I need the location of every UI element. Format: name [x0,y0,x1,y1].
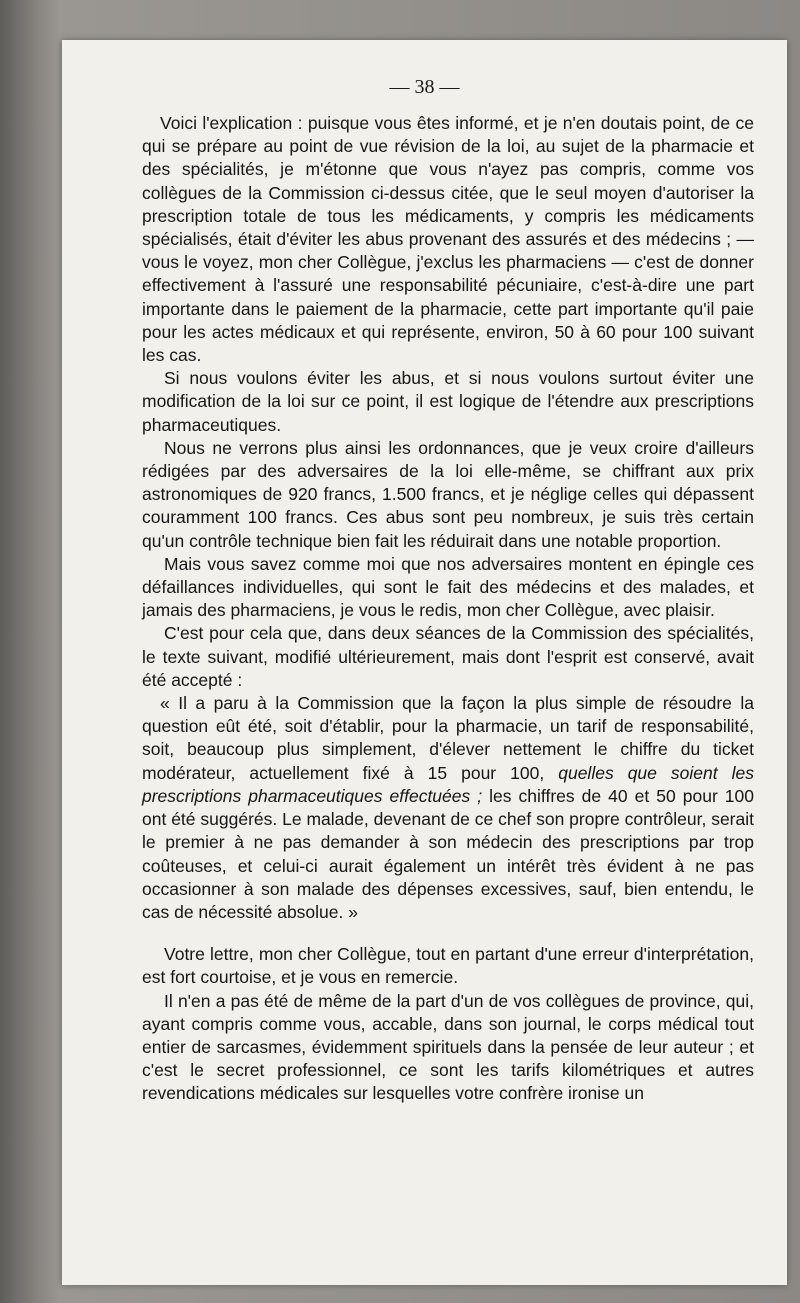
paragraph-ordonnances: Nous ne verrons plus ainsi les ordonnances, que je veux croire d'ailleurs rédigées par des adversaires de la loi elle-même, se chiffrant aux prix astronomiques de 920 francs, 1.500 francs, et je néglige celles qui dépassent couramment 100 francs. Ces abus sont peu nombreux, je suis très certain qu'un contrôle technique bien fait les réduirait dans une notable proportion. [142,437,754,551]
paragraph-explication: Voici l'explication : puisque vous êtes informé, et je n'en doutais point, de ce qui se prépare au point de vue révision de la loi, au sujet de la pharmacie et des spécialités, je m'étonne que vous n'ayez pas compris, comme vos collègues de la Commission ci-dessus citée, que le seul moyen d'autoriser la prescription totale de tous les médicaments, y compris les médicaments spécialisés, était d'éviter les abus provenant des assurés et des médecins ; — vous le voyez, mon cher Collègue, j'exclus les pharmaciens — c'est de donner effectivement à l'assuré une responsabilité pécuniaire, c'est-à-dire une part importante dans le paiement de la pharmacie, cette part importante qu'il paie pour les actes médicaux et qui représente, environ, 50 à 60 pour 100 suivant les cas. [142,113,754,366]
paragraph-lettre: Votre lettre, mon cher Collègue, tout en partant d'une erreur d'interprétation, est fort courtoise, et je vous en remercie. [142,944,754,988]
paragraph-abus: Si nous voulons éviter les abus, et si nous voulons surtout éviter une modification de la loi sur ce point, il est logique de l'étendre aux prescriptions pharmaceutiques. [142,368,754,435]
quote-italic-text: quelles que soient les prescriptions pharmaceutiques effectuées ; [142,762,754,806]
quote-text-start: « Il a paru à la Commission que la façon la plus simple de résoudre la question eût été, soit d'établir, pour la pharmacie, un tarif de responsabilité, soit, beaucoup plus simplement, d'élever nettement le chiffre du ticket modérateur, actuellement fixé à 15 pour 100, [142,693,754,783]
paragraph-province: Il n'en a pas été de même de la part d'un de vos collègues de province, qui, ayant compris comme vous, accable, dans son journal, le corps médical tout entier de sarcasmes, évidemment spirituels dans la pensée de leur auteur ; et c'est le secret professionnel, ce sont les tarifs kilométriques et autres revendications médicales sur lesquelles votre confrère ironise un [142,990,754,1104]
quote-text-end: les chiffres de 40 et 50 pour 100 ont été suggérés. Le malade, devenant de ce chef son propre contrôleur, serait le premier à ne pas demander à son médecin des prescriptions par trop coûteuses, et celui-ci aurait également un intérêt très évident à ne pas occasionner à son malade des dépenses excessives, sauf, bien entendu, le cas de nécessité absolue. » [142,785,754,922]
commission-quote [142,692,754,924]
document-page [62,40,787,1285]
page-number: — 38 — [389,76,460,98]
paragraph-adversaires: Mais vous savez comme moi que nos adversaires montent en épingle ces défaillances individuelles, qui sont le fait des médecins et des malades, et jamais des pharmaciens, je vous le redis, mon cher Collègue, avec plaisir. [142,553,754,621]
paragraph-commission: C'est pour cela que, dans deux séances de la Commission des spécialités, le texte suivant, modifié ultérieurement, mais dont l'esprit est conservé, avait été accepté : [142,623,754,690]
body-text [142,112,754,1106]
